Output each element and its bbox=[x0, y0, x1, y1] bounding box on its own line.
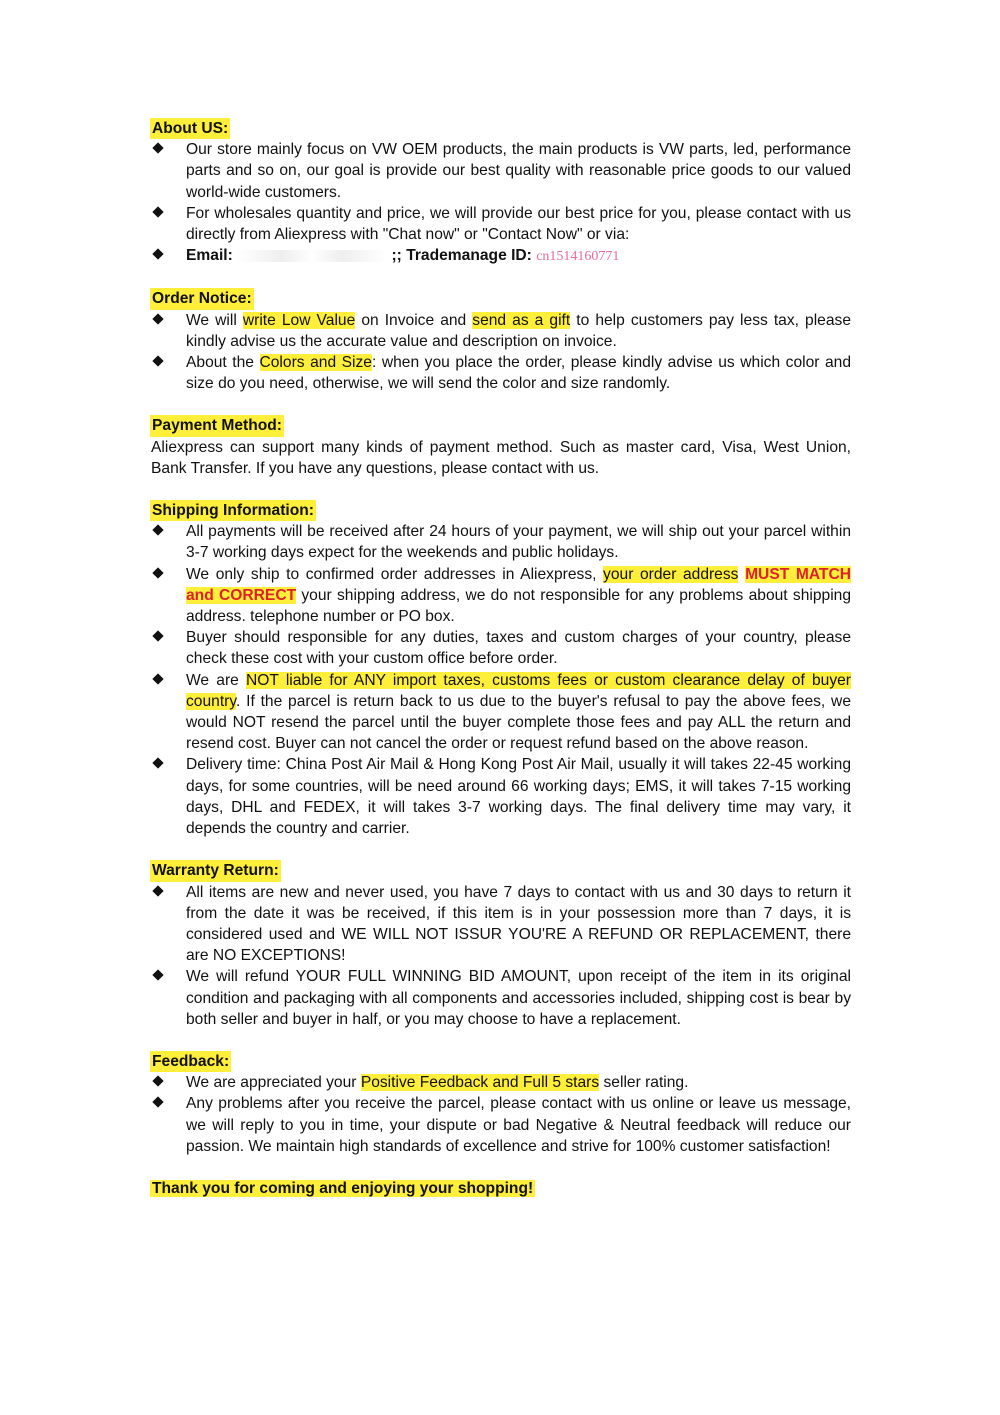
diamond-bullet-icon bbox=[152, 249, 163, 260]
order-text: : when you place the order, please kindly advise us which color and size do you need, otherwise, we will send the color and size randomly. bbox=[186, 354, 852, 393]
list-item bbox=[151, 564, 851, 628]
warranty-text: All items are new and never used, you have 7 days to contact with us and 30 days to return it from the date it was be received, if this item is in your possession more than 7 days, it is considered used and WE WILL NOT ISSUR YOU'RE A REFUND OR REPLACEMENT, there are NO EXCEPTIONS! bbox=[186, 883, 851, 965]
diamond-bullet-icon bbox=[152, 631, 163, 642]
list-item bbox=[151, 754, 851, 839]
shipping-section bbox=[151, 500, 851, 839]
shipping-text: your shipping address, we do not responsible for any problems about shipping address. telephone number or PO box. bbox=[186, 586, 852, 626]
document-body bbox=[151, 118, 851, 1220]
about-text-2: For wholesales quantity and price, we will provide our best price for you, please contact with us directly from Aliexpress with "Chat now" or "Contact Now" or via: bbox=[186, 204, 851, 244]
warranty-heading: Warranty Return: bbox=[150, 860, 281, 881]
highlight-text: Colors and Size bbox=[259, 354, 372, 372]
payment-section bbox=[151, 415, 851, 479]
diamond-bullet-icon bbox=[152, 885, 163, 896]
payment-text: Aliexpress can support many kinds of payment method. Such as master card, Visa, West Union, Bank Transfer. If you have any questions, please contact with us. bbox=[151, 438, 851, 477]
shipping-text: Buyer should responsible for any duties, taxes and custom charges of your country, please check these cost with your custom office before order. bbox=[186, 629, 851, 668]
diamond-bullet-icon bbox=[152, 313, 163, 324]
diamond-bullet-icon bbox=[152, 143, 163, 154]
shipping-text: Delivery time: China Post Air Mail & Hong Kong Post Air Mail, usually it will takes 22-45 working days, for some countries, will be need around 66 working days; EMS, it will takes 7-15 working days, DHL and FEDEX, it will takes 3-7 working days. The final delivery time may vary, it depends the country and carrier. bbox=[186, 756, 851, 838]
list-item bbox=[151, 203, 851, 245]
list-item bbox=[151, 310, 851, 352]
feedback-text: seller rating. bbox=[599, 1074, 689, 1092]
order-heading: Order Notice: bbox=[150, 288, 254, 309]
diamond-bullet-icon bbox=[152, 758, 163, 769]
list-item bbox=[151, 352, 851, 394]
list-item bbox=[151, 966, 851, 1030]
trademanage-label: ;; Trademanage ID: bbox=[391, 247, 532, 265]
diamond-bullet-icon bbox=[152, 970, 163, 981]
diamond-bullet-icon bbox=[152, 673, 163, 684]
shipping-text: We are bbox=[186, 671, 247, 689]
closing-section bbox=[151, 1178, 851, 1199]
list-item bbox=[151, 1093, 851, 1157]
shipping-text: All payments will be received after 24 hours of your payment, we will ship out your parcel within 3-7 working days expect for the weekends and public holidays. bbox=[186, 523, 851, 562]
red-warning-text: MUST MATCH and CORRECT bbox=[186, 565, 851, 604]
order-text: We will bbox=[186, 311, 243, 329]
diamond-bullet-icon bbox=[152, 206, 163, 217]
shipping-heading: Shipping Information: bbox=[150, 500, 316, 521]
feedback-text: Any problems after you receive the parcel, please contact with us online or leave us message, we will reply to you in time, your dispute or bad Negative & Neutral feedback will reduce our passion. We maintain high standards of excellence and strive for 100% customer satisfaction! bbox=[186, 1095, 851, 1155]
highlight-text: NOT liable for ANY import taxes, customs fees or custom clearance delay of buyer country bbox=[186, 671, 852, 710]
warranty-section bbox=[151, 860, 851, 1030]
list-item bbox=[151, 670, 851, 755]
list-item bbox=[151, 139, 851, 203]
order-text: About the bbox=[186, 354, 260, 372]
list-item bbox=[151, 882, 851, 967]
shipping-text: We only ship to confirmed order addresses in Aliexpress, bbox=[186, 565, 604, 583]
highlight-text: write Low Value bbox=[242, 311, 356, 329]
feedback-heading: Feedback: bbox=[150, 1051, 231, 1072]
list-item bbox=[151, 1072, 851, 1093]
highlight-text: send as a gift bbox=[472, 311, 571, 329]
redacted-email bbox=[237, 250, 387, 262]
order-section bbox=[151, 288, 851, 394]
trademanage-id: cn1514160771 bbox=[536, 249, 620, 265]
payment-heading: Payment Method: bbox=[150, 415, 284, 436]
diamond-bullet-icon bbox=[152, 525, 163, 536]
email-label: Email: bbox=[186, 247, 233, 265]
feedback-text: We are appreciated your bbox=[186, 1074, 361, 1092]
diamond-bullet-icon bbox=[152, 355, 163, 366]
about-text-1: Our store mainly focus on VW OEM products, the main products is VW parts, led, performance parts and so on, our goal is provide our best quality with reasonable price goods to our valued world-wide customers. bbox=[186, 141, 851, 201]
about-section bbox=[151, 118, 851, 267]
diamond-bullet-icon bbox=[152, 1097, 163, 1108]
shipping-text: . If the parcel is return back to us due to the buyer's refusal to pay the above fees, we would NOT resend the parcel until the buyer complete those fees and pay ALL the return and resend cost. Buyer can not cancel the order or request refund based on the above reason. bbox=[186, 692, 851, 753]
diamond-bullet-icon bbox=[152, 567, 163, 578]
list-item bbox=[151, 627, 851, 669]
highlight-text: your order address bbox=[603, 565, 739, 583]
order-text: to help customers pay less tax, please kindly advise us the accurate value and description on invoice. bbox=[186, 311, 851, 350]
list-item bbox=[151, 245, 851, 267]
order-text: on Invoice and bbox=[355, 311, 473, 329]
highlight-text: Positive Feedback and Full 5 stars bbox=[360, 1074, 600, 1092]
feedback-section bbox=[151, 1051, 851, 1157]
closing-message: Thank you for coming and enjoying your shopping! bbox=[152, 1179, 534, 1197]
about-heading: About US: bbox=[150, 118, 230, 139]
diamond-bullet-icon bbox=[152, 1075, 163, 1086]
list-item bbox=[151, 521, 851, 563]
warranty-text: We will refund YOUR FULL WINNING BID AMOUNT, upon receipt of the item in its original condition and packaging with all components and accessories included, shipping cost is bear by both seller and buyer in half, or you may choose to have a replacement. bbox=[186, 968, 851, 1028]
